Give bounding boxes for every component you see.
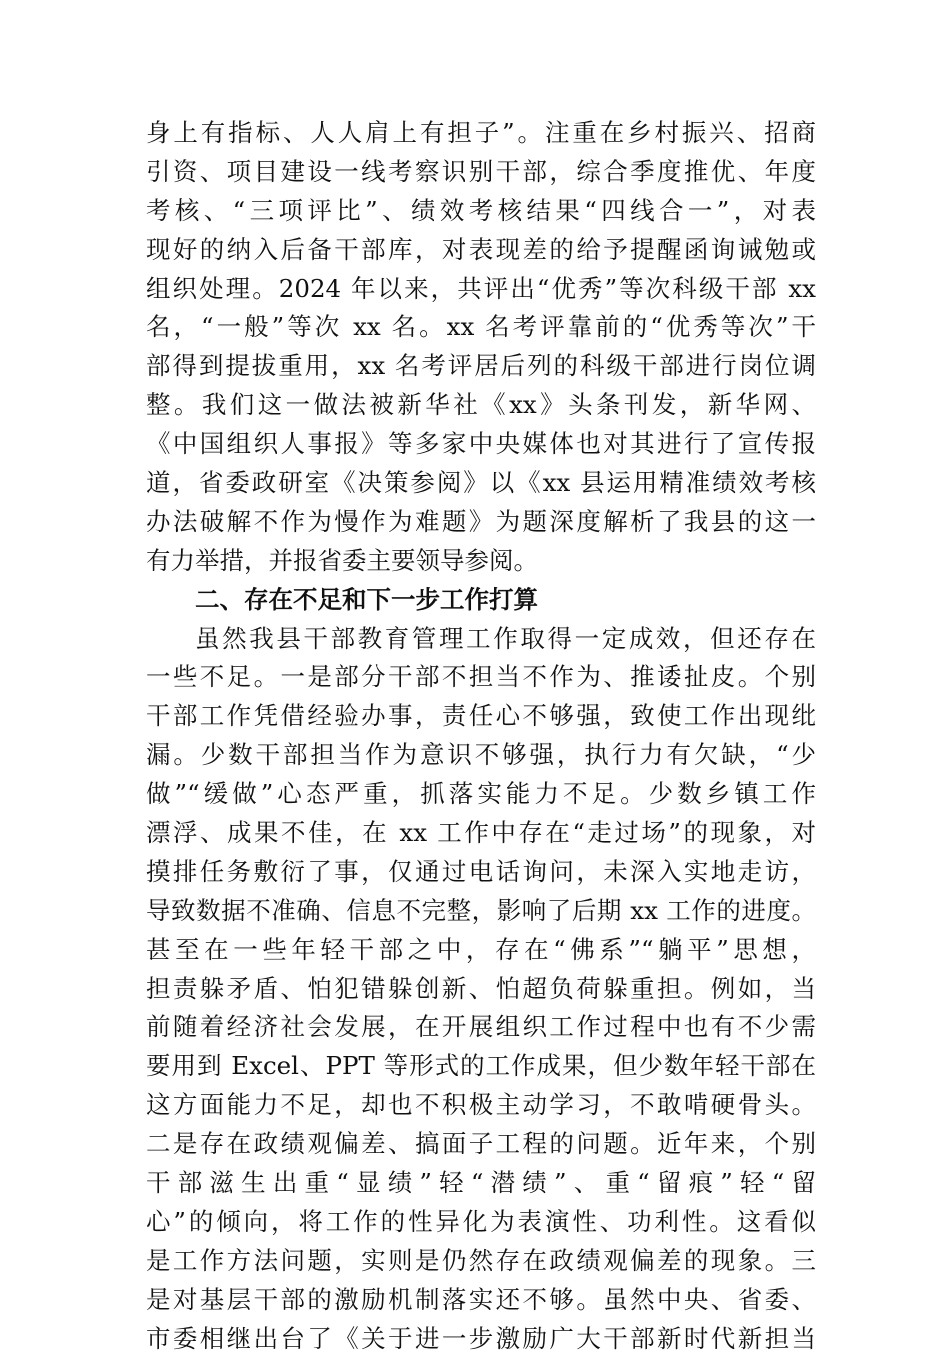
text-line: 《中国组织人事报》等多家中央媒体也对其进行了宣传报	[146, 429, 816, 459]
paragraph-shortcomings	[146, 620, 816, 1359]
text-line: 虽然我县干部教育管理工作取得一定成效，但还存在	[195, 623, 816, 653]
text-line: 整。我们这一做法被新华社《xx》头条刊发，新华网、	[146, 390, 816, 420]
text-line: 道，省委政研室《决策参阅》以《xx 县运用精准绩效考核	[146, 468, 816, 498]
text-line: 摸排任务敷衍了事，仅通过电话询问，未深入实地走访，	[146, 856, 816, 886]
text-line: 干部工作凭借经验办事，责任心不够强，致使工作出现纰	[146, 701, 816, 731]
text-line: 做”“缓做”心态严重，抓落实能力不足。少数乡镇工作	[146, 779, 816, 809]
text-line: 是工作方法问题，实则是仍然存在政绩观偏差的现象。三	[146, 1245, 816, 1275]
text-line: 部得到提拔重用，xx 名考评居后列的科级干部进行岗位调	[146, 351, 816, 381]
text-line: 身上有指标、人人肩上有担子”。注重在乡村振兴、招商	[146, 118, 816, 147]
text-line: 现好的纳入后备干部库，对表现差的给予提醒函询诫勉或	[146, 234, 816, 264]
document-body	[146, 114, 816, 1359]
text-line: 二是存在政绩观偏差、搞面子工程的问题。近年来，个别	[146, 1129, 816, 1159]
text-line: 办法破解不作为慢作为难题》为题深度解析了我县的这一	[146, 506, 816, 536]
section-heading: 二、存在不足和下一步工作打算	[195, 584, 538, 614]
text-line: 名，“一般”等次 xx 名。xx 名考评靠前的“优秀等次”干	[146, 312, 816, 342]
text-line: 心”的倾向，将工作的性异化为表演性、功利性。这看似	[146, 1206, 816, 1236]
text-line: 引资、项目建设一线考察识别干部，综合季度推优、年度	[146, 156, 816, 186]
text-line: 担责躲矛盾、怕犯错躲创新、怕超负荷躲重担。例如，当	[146, 973, 816, 1003]
text-line: 有力举措，并报省委主要领导参阅。	[146, 545, 538, 575]
text-line: 漂浮、成果不佳，在 xx 工作中存在“走过场”的现象，对	[146, 818, 816, 848]
text-line: 漏。少数干部担当作为意识不够强，执行力有欠缺，“少	[146, 740, 816, 770]
text-line: 这方面能力不足，却也不积极主动学习，不敢啃硬骨头。	[146, 1090, 816, 1120]
text-line: 前随着经济社会发展，在开展组织工作过程中也有不少需	[146, 1012, 816, 1042]
text-line: 一些不足。一是部分干部不担当不作为、推诿扯皮。个别	[146, 662, 816, 692]
text-line: 甚至在一些年轻干部之中，存在“佛系”“躺平”思想，	[146, 934, 816, 964]
text-line: 要用到 Excel、PPT 等形式的工作成果，但少数年轻干部在	[146, 1051, 816, 1081]
paragraph-achievements	[146, 114, 816, 581]
text-line: 市委相继出台了《关于进一步激励广大干部新时代新担当	[146, 1323, 816, 1353]
text-line: 干部滋生出重“显绩”轻“潜绩”、重“留痕”轻“留	[146, 1168, 816, 1198]
text-line: 是对基层干部的激励机制落实还不够。虽然中央、省委、	[146, 1284, 816, 1314]
text-line: 考核、“三项评比”、绩效考核结果“四线合一”，对表	[146, 195, 816, 225]
text-line: 组织处理。2024 年以来，共评出“优秀”等次科级干部 xx	[146, 273, 816, 303]
text-line: 导致数据不准确、信息不完整，影响了后期 xx 工作的进度。	[146, 895, 816, 925]
